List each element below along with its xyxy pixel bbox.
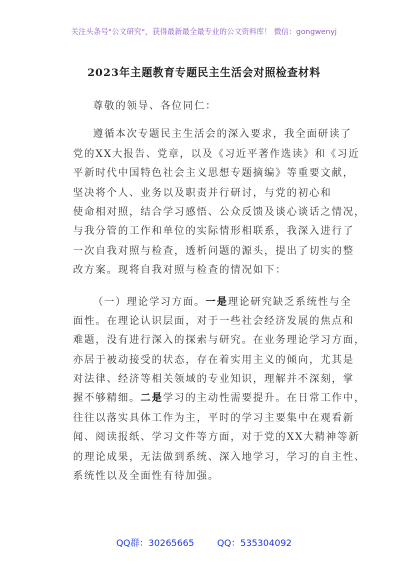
paragraph-line: 一次自我对照与检查，透析问题的源头，提出了切实的整 [73, 245, 355, 257]
paragraph-line: 平新时代中国特色社会主义思想专题摘编》等重要文献， [73, 168, 355, 180]
paragraph-text: 学习的主动性需要提升。在日常工作中， [163, 393, 366, 405]
paragraph-line: 党的XX大报告、党章，以及《习近平著作选读》和《习近 [73, 148, 360, 160]
point-marker-one: 一是 [205, 296, 228, 308]
paragraph-line: 坚决将个人、业务以及职责并行研讨，与党的初心和 [73, 187, 332, 199]
paragraph-line [73, 389, 366, 408]
document-title: 2023年主题教育专题民主生活会对照检查材料 [87, 67, 321, 79]
point-marker-two: 二是 [140, 393, 163, 405]
greeting [73, 97, 359, 116]
section-heading-line [73, 293, 359, 312]
paragraph-line: 改方案。现将自我对照与检查的情况如下： [73, 265, 287, 277]
intro-paragraph [73, 125, 366, 280]
greeting-line: 尊敬的领导、各位同仁： [93, 101, 217, 112]
paragraph-line: 的理论成果，无法做到系统、深入地学习，学习的自主性、 [73, 451, 366, 463]
qq-group-number: QQ群：30265665 [116, 539, 195, 549]
paragraph-text: 握不够精细。 [73, 393, 141, 405]
section-theory-study [73, 293, 366, 487]
paragraph-line: 面性。在理论认识层面，对于一些社会经济发展的焦点和 [73, 315, 355, 327]
paragraph-line: 使命相对照，结合学习感悟、公众反馈及谈心谈话之情况， [73, 206, 366, 218]
paragraph-line: 与我分管的工作和单位的实际情形相联系，我深入进行了 [73, 226, 355, 238]
paragraph-line: 遵循本次专题民主生活会的深入要求，我全面研读了 [93, 129, 352, 141]
paragraph-line: 闻、阅读报纸、学习文件等方面，对于党的XX大精神等新 [73, 432, 360, 444]
paragraph-line: 往往以落实具体工作为主，平时的学习主要集中在观看新 [73, 412, 355, 424]
qq-number: QQ：535304092 [217, 539, 292, 549]
paragraph-line: 难题，没有进行深入的探索与研究。在业务理论学习方面， [73, 335, 366, 347]
footer-contact [0, 536, 408, 549]
header-advertisement: 关注头条号"公文研究"，获得最新最全最专业的公文资料库！ 微信：gongwenyj [71, 27, 337, 36]
paragraph-line: 对法律、经济等相关领域的专业知识，理解并不深刻，掌 [73, 374, 355, 386]
section-heading: （一）理论学习方面。 [93, 296, 206, 308]
section-text: 理论研究缺乏系统性与全 [228, 296, 352, 308]
document-body [73, 97, 366, 486]
paragraph-line: 系统性以及全面性有待加强。 [73, 471, 220, 483]
paragraph-line: 亦居于被动接受的状态，存在着实用主义的倾向，尤其是 [73, 354, 355, 366]
